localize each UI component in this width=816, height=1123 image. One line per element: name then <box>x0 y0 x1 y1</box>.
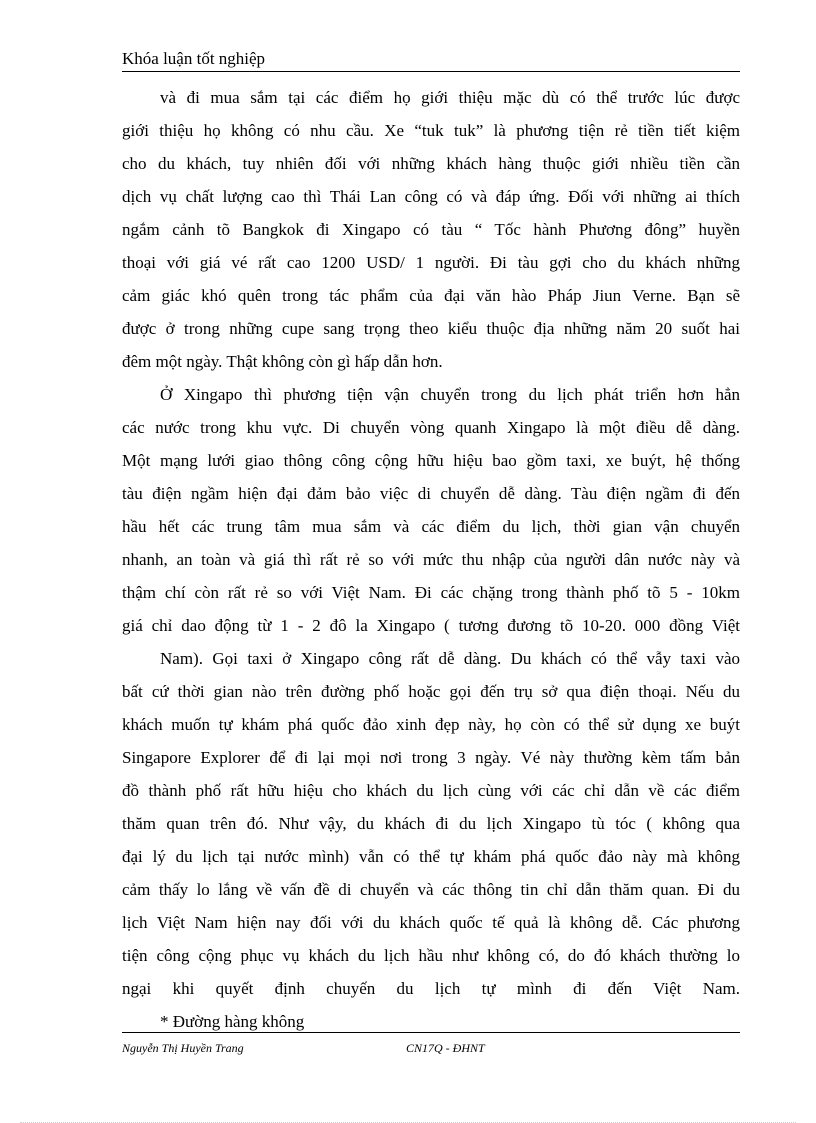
header-divider <box>122 71 740 72</box>
text-line: cảm thấy lo lắng về vấn đề di chuyển và các thông tin chỉ dẫn thăm quan. Đi du <box>122 880 740 899</box>
footer-divider <box>122 1032 740 1033</box>
text-line: cho du khách, tuy nhiên đối với những khách hàng thuộc giới nhiều tiền cần <box>122 154 740 173</box>
text-line: giới thiệu họ không có nhu cầu. Xe “tuk tuk” là phương tiện rẻ tiền tiết kiệm <box>122 121 740 140</box>
text-line: tàu điện ngầm hiện đại đảm bảo việc di chuyển dễ dàng. Tàu điện ngầm đi đến <box>122 484 740 503</box>
text-line: thậm chí còn rất rẻ so với Việt Nam. Đi các chặng trong thành phố tõ 5 - 10km <box>122 583 740 602</box>
text-line: dịch vụ chất lượng cao thì Thái Lan công có và đáp ứng. Đối với những ai thích <box>122 187 740 206</box>
text-line: cảm giác khó quên trong tác phẩm của đại văn hào Pháp Jiun Verne. Bạn sẽ <box>122 286 740 305</box>
text-line: thoại với giá vé rất cao 1200 USD/ 1 người. Đi tàu gợi cho du khách những <box>122 253 740 272</box>
text-line: đồ thành phố rất hữu hiệu cho khách du lịch cùng với các chỉ dẫn về các điểm <box>122 781 740 800</box>
text-line: lịch Việt Nam hiện nay đối với du khách quốc tế quả là không dễ. Các phương <box>122 913 740 932</box>
text-line: giá chỉ dao động từ 1 - 2 đô la Xingapo ( tương đương tõ 10-20. 000 đồng Việt <box>122 616 740 635</box>
text-line: Singapore Explorer để đi lại mọi nơi trong 3 ngày. Vé này thường kèm tấm bản <box>122 748 740 767</box>
text-line: bất cứ thời gian nào trên đường phố hoặc gọi đến trụ sở qua điện thoại. Nếu du <box>122 682 740 701</box>
text-line: khách muốn tự khám phá quốc đảo xinh đẹp này, họ còn có thể sử dụng xe buýt <box>122 715 740 734</box>
footer-class: CN17Q - ĐHNT <box>406 1041 485 1055</box>
document-title: Khóa luận tốt nghiệp <box>122 49 266 68</box>
text-line: Nam). Gọi taxi ở Xingapo công rất dễ dàng. Du khách có thể vẫy taxi vào <box>160 649 740 668</box>
text-line: ngắm cảnh tõ Bangkok đi Xingapo có tàu “ Tốc hành Phương đông” huyền <box>122 220 740 239</box>
footer-author: Nguyễn Thị Huyền Trang <box>122 1041 244 1055</box>
text-line: ngại khi quyết định chuyến du lịch tự mình đi đến Việt Nam. <box>122 979 740 998</box>
page-header <box>122 48 740 70</box>
text-line: và đi mua sắm tại các điểm họ giới thiệu mặc dù có thể trước lúc được <box>160 88 740 107</box>
text-line: Một mạng lưới giao thông công cộng hữu hiệu bao gồm taxi, xe buýt, hệ thống <box>122 451 740 470</box>
text-line: đại lý du lịch tại nước mình) vẫn có thể tự khám phá quốc đảo này mà không <box>122 847 740 866</box>
text-line: Ở Xingapo thì phương tiện vận chuyển trong du lịch phát triển hơn hẳn <box>160 385 740 404</box>
text-line: đêm một ngày. Thật không còn gì hấp dẫn hơn. <box>122 352 443 371</box>
text-line: các nước trong khu vực. Di chuyển vòng quanh Xingapo là một điều dễ dàng. <box>122 418 740 437</box>
text-line: hầu hết các trung tâm mua sắm và các điểm du lịch, thời gian vận chuyển <box>122 517 740 536</box>
text-line: tiện công cộng phục vụ khách du lịch hầu như không có, do đó khách thường lo <box>122 946 740 965</box>
body-text <box>122 81 740 1038</box>
text-line: thăm quan trên đó. Như vậy, du khách đi du lịch Xingapo tù tóc ( không qua <box>122 814 740 833</box>
text-line: nhanh, an toàn và giá thì rất rẻ so với mức thu nhập của người dân nước này và <box>122 550 740 569</box>
text-line: được ở trong những cupe sang trọng theo kiểu thuộc địa những năm 20 suốt hai <box>122 319 740 338</box>
text-line: * Đường hàng không <box>160 1012 305 1031</box>
